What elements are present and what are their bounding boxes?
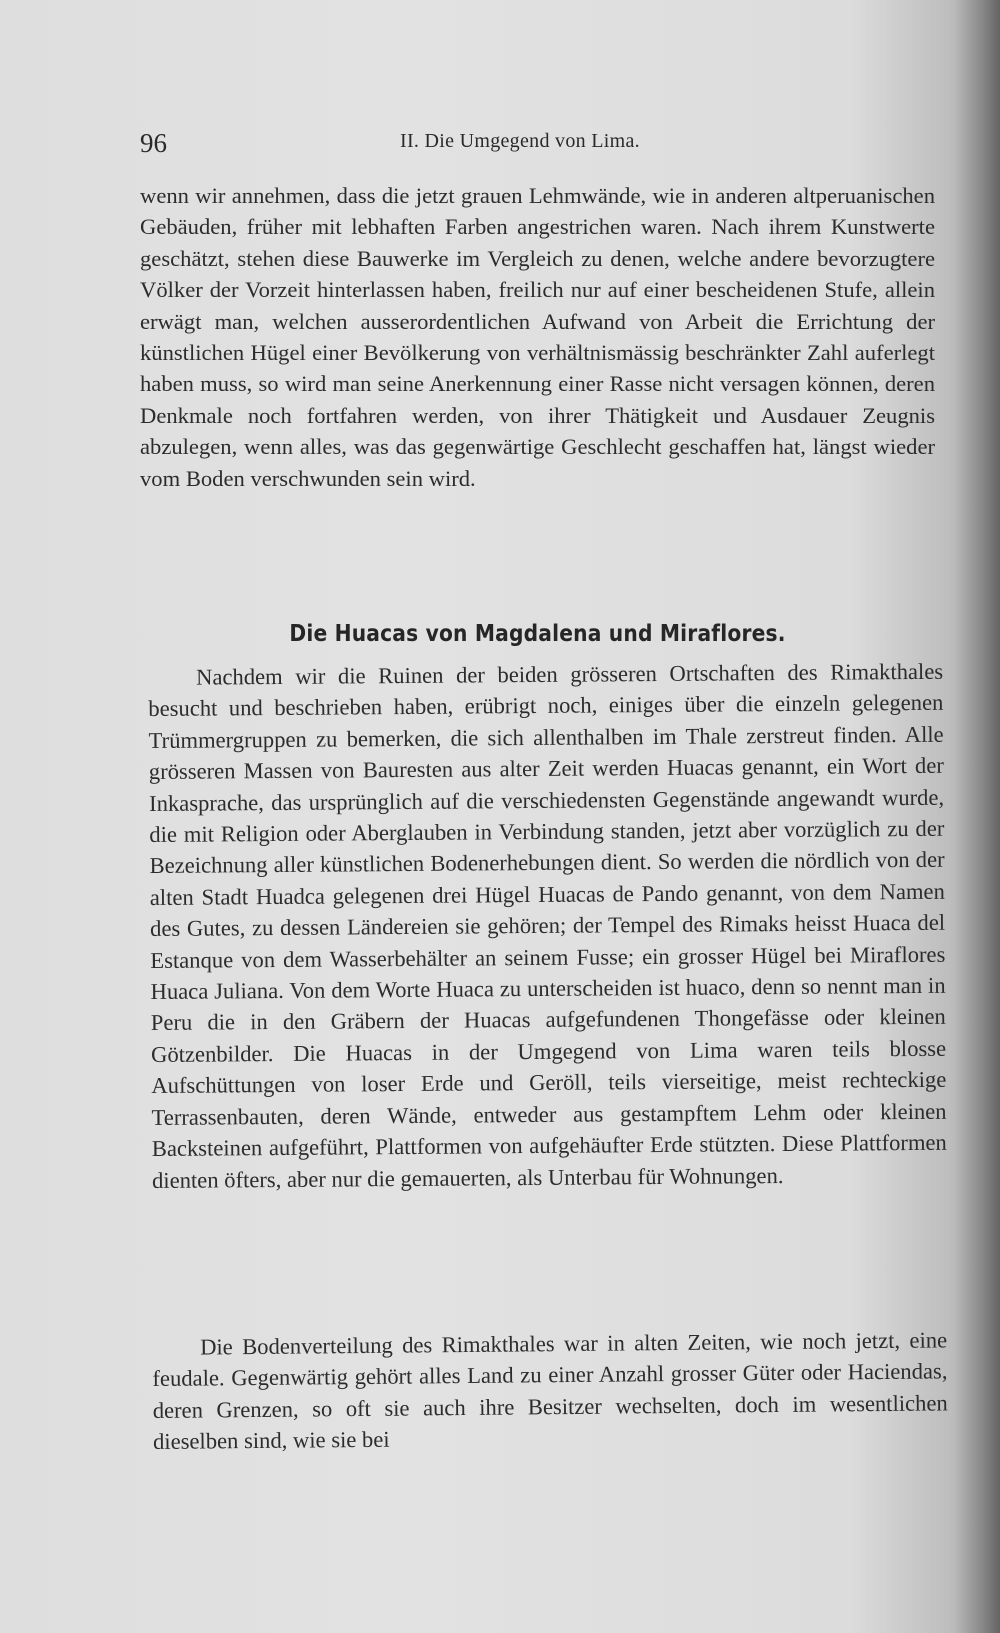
paragraph-1-text: Nachdem wir die Ruinen der beiden grösseren Ortschaften des Rimakthales besucht und beschrieben haben, erübrigt noch, einiges über die einzeln gelegenen Trümmergruppen zu bemerken, die sich allenthalben im Thale zerstreut finden. Alle grösseren Massen von Bauresten aus alter Zeit werden Huacas genannt, ein Wort der Inkasprache, das ursprünglich auf die verschiedensten Gegenstände angewandt wurde, die mit Religion oder Aberglauben in Verbindung standen, jetzt aber vorzüglich zu der Bezeichnung aller künstlichen Bodenerhebungen dient. So werden die nördlich von der alten Stadt Huadca gelegenen drei Hügel Huacas de Pando genannt, von dem Namen des Gutes, zu dessen Ländereien sie gehören; der Tempel des Rimaks heisst Huaca del Estanque von dem Wasserbehälter an seinem Fusse; ein grosser Hügel bei Miraflores Huaca Juliana. Von dem Worte Huaca zu unterscheiden ist huaco, denn so nennt man in Peru die in den Gräbern der Huacas aufgefundenen Thongefässe oder kleinen Götzenbilder. Die Huacas in der Umgegend von Lima waren teils blosse Aufschüttungen von loser Erde und Geröll, teils vierseitige, meist rechteckige Terrassenbauten, deren Wände, entweder aus gestampftem Lehm oder kleinen Backsteinen aufgeführt, Plattformen von aufgehäufter Erde stützten. Diese Plattformen dienten öfters, aber nur die gemauerten, als Unterbau für Wohnungen.: [148, 658, 947, 1193]
continuation-text: wenn wir annehmen, dass die jetzt grauen Lehmwände, wie in anderen altperuanischen Gebäuden, früher mit lebhaften Farben angestrichen waren. Nach ihrem Kunstwerte geschätzt, stehen diese Bauwerke im Vergleich zu denen, welche andere bevorzugtere Völker der Vorzeit hinterlassen haben, freilich nur auf einer bescheidenen Stufe, allein erwägt man, welchen ausserordentlichen Aufwand von Arbeit die Errichtung der künstlichen Hügel einer Bevölkerung von verhältnismässig beschränkter Zahl auferlegt haben muss, so wird man seine Anerkennung einer Rasse nicht versagen können, deren Denkmale noch fortfahren werden, von ihrer Thätigkeit und Ausdauer Zeugnis abzulegen, wenn alles, was das gegenwärtige Geschlecht geschaffen hat, längst wieder vom Boden verschwunden sein wird.: [140, 183, 935, 491]
running-head: II. Die Umgegend von Lima.: [400, 130, 640, 152]
section-paragraph-1: [148, 656, 947, 1196]
page-header: [140, 128, 930, 158]
continuation-paragraph: [140, 180, 935, 494]
binding-shadow: [955, 0, 1000, 1633]
page-number: 96: [140, 128, 167, 158]
section-paragraph-2: [152, 1324, 948, 1457]
paragraph-2-text: Die Bodenverteilung des Rimakthales war in alten Zeiten, wie noch jetzt, eine feudale. Gegenwärtig gehört alles Land zu einer Anzahl grosser Güter oder Haciendas, deren Grenzen, so oft sie auch ihre Besitzer wechselten, doch im wesentlichen dieselben sind, wie sie bei: [152, 1327, 948, 1455]
section-heading: Die Huacas von Magdalena und Miraflores.: [289, 621, 786, 647]
